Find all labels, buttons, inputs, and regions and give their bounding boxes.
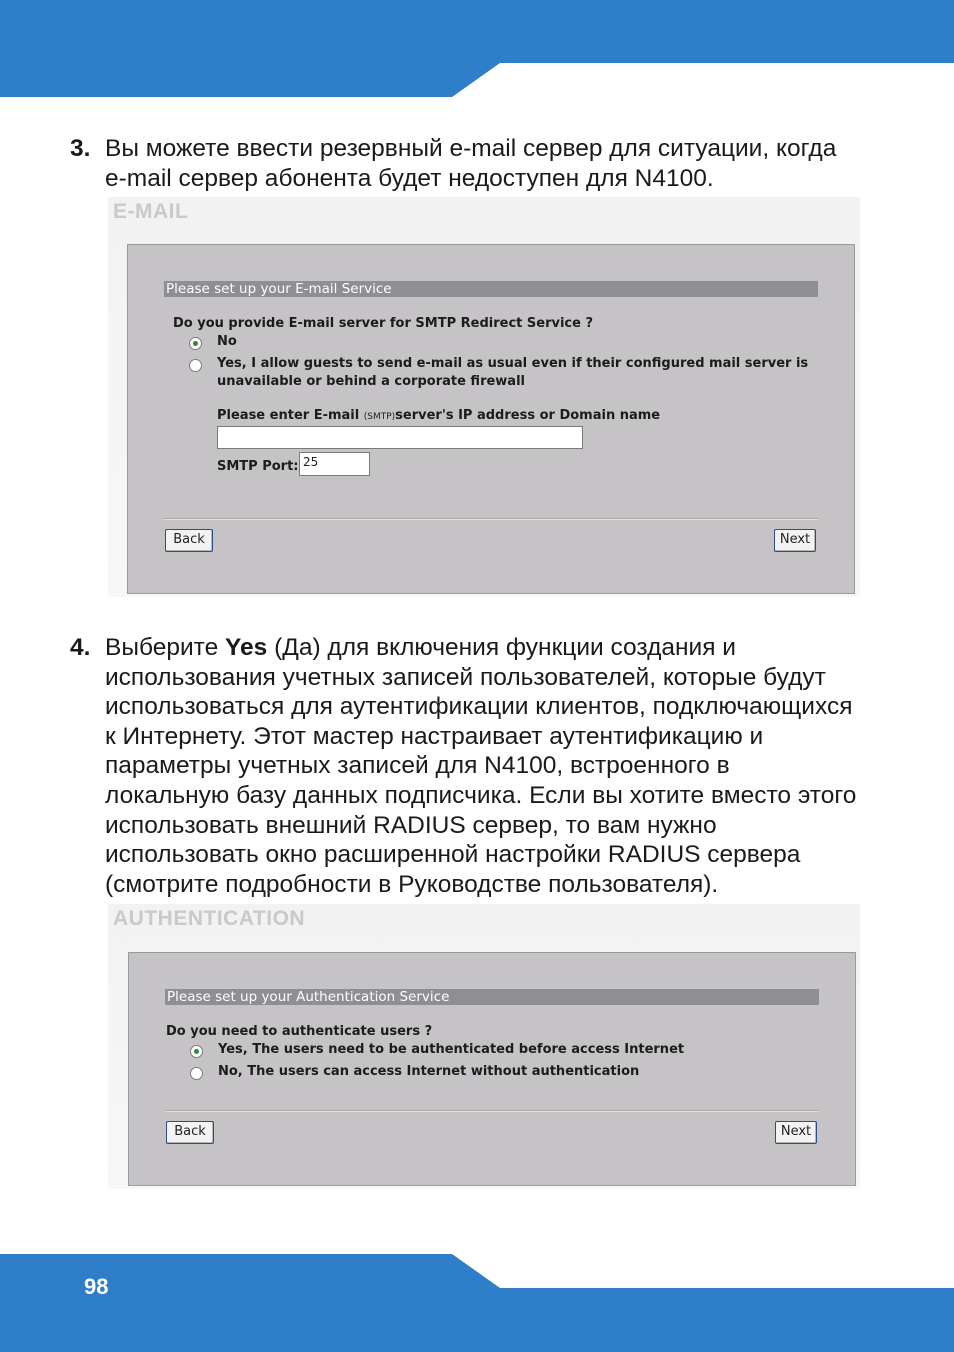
auth-next-button[interactable]: Next bbox=[775, 1121, 817, 1144]
server-address-input[interactable] bbox=[217, 426, 583, 449]
step-text-line: e-mail сервер абонента будет недоступен для N4100. bbox=[105, 164, 714, 192]
step-3 bbox=[70, 134, 870, 193]
email-separator bbox=[164, 518, 818, 520]
radio-no-label: No bbox=[217, 334, 237, 349]
step-text-line: (смотрите подробности в Руководстве пользователя). bbox=[105, 870, 719, 898]
server-address-label: Please enter E-mail (SMTP)server's IP address or Domain name bbox=[217, 408, 661, 423]
email-back-button[interactable]: Back bbox=[165, 529, 213, 552]
smtp-port-input[interactable]: 25 bbox=[299, 452, 370, 476]
email-title-bar: Please set up your E-mail Service bbox=[164, 281, 818, 297]
step-text-line: Вы можете ввести резервный e-mail сервер для ситуации, когда bbox=[105, 135, 837, 162]
radio-auth-no[interactable] bbox=[190, 1067, 203, 1080]
step-text-line: параметры учетных записей для N4100, встроенного в bbox=[105, 752, 730, 780]
step-text-line: Выберите Yes (Да) для включения функции создания и bbox=[105, 634, 736, 661]
step-4 bbox=[70, 633, 870, 899]
step-number: 3. bbox=[70, 135, 91, 162]
radio-yes-label-line1: Yes, I allow guests to send e-mail as usual even if their configured mail server is bbox=[217, 356, 809, 371]
footer-band bbox=[0, 1254, 954, 1352]
step-text-line: локальную базу данных подписчика. Если вы хотите вместо этого bbox=[105, 781, 857, 809]
page-number: 98 bbox=[84, 1274, 109, 1299]
radio-yes[interactable] bbox=[189, 359, 202, 372]
radio-auth-no-label: No, The users can access Internet without authentication bbox=[218, 1064, 640, 1079]
email-next-button[interactable]: Next bbox=[774, 529, 816, 552]
smtp-port-label: SMTP Port: bbox=[217, 459, 299, 474]
radio-yes-label-line2: unavailable or behind a corporate firewall bbox=[217, 374, 525, 389]
radio-auth-yes-label: Yes, The users need to be authenticated before access Internet bbox=[218, 1042, 685, 1057]
step-text-line: использовать внешний RADIUS сервер, то вам нужно bbox=[105, 811, 717, 839]
email-screen-title: E-MAIL bbox=[113, 200, 189, 223]
radio-no[interactable] bbox=[189, 337, 202, 350]
auth-title-bar: Please set up your Authentication Service bbox=[165, 989, 819, 1005]
auth-screen-title: AUTHENTICATION bbox=[113, 907, 306, 930]
step-text-line: к Интернету. Этот мастер настраивает аутентификацию и bbox=[105, 722, 764, 750]
header-band bbox=[0, 0, 954, 97]
auth-back-button[interactable]: Back bbox=[166, 1121, 214, 1144]
step-text-line: использования учетных записей пользователей, которые будут bbox=[105, 663, 826, 691]
auth-question: Do you need to authenticate users ? bbox=[166, 1024, 433, 1039]
step-number: 4. bbox=[70, 634, 91, 661]
email-question: Do you provide E-mail server for SMTP Redirect Service ? bbox=[173, 316, 594, 331]
step-text-line: использоваться для аутентификации клиентов, подключающихся bbox=[105, 693, 853, 721]
radio-auth-yes[interactable] bbox=[190, 1045, 203, 1058]
auth-separator bbox=[165, 1110, 819, 1112]
step-text-line: использовать окно расширенной настройки RADIUS сервера bbox=[105, 841, 801, 869]
